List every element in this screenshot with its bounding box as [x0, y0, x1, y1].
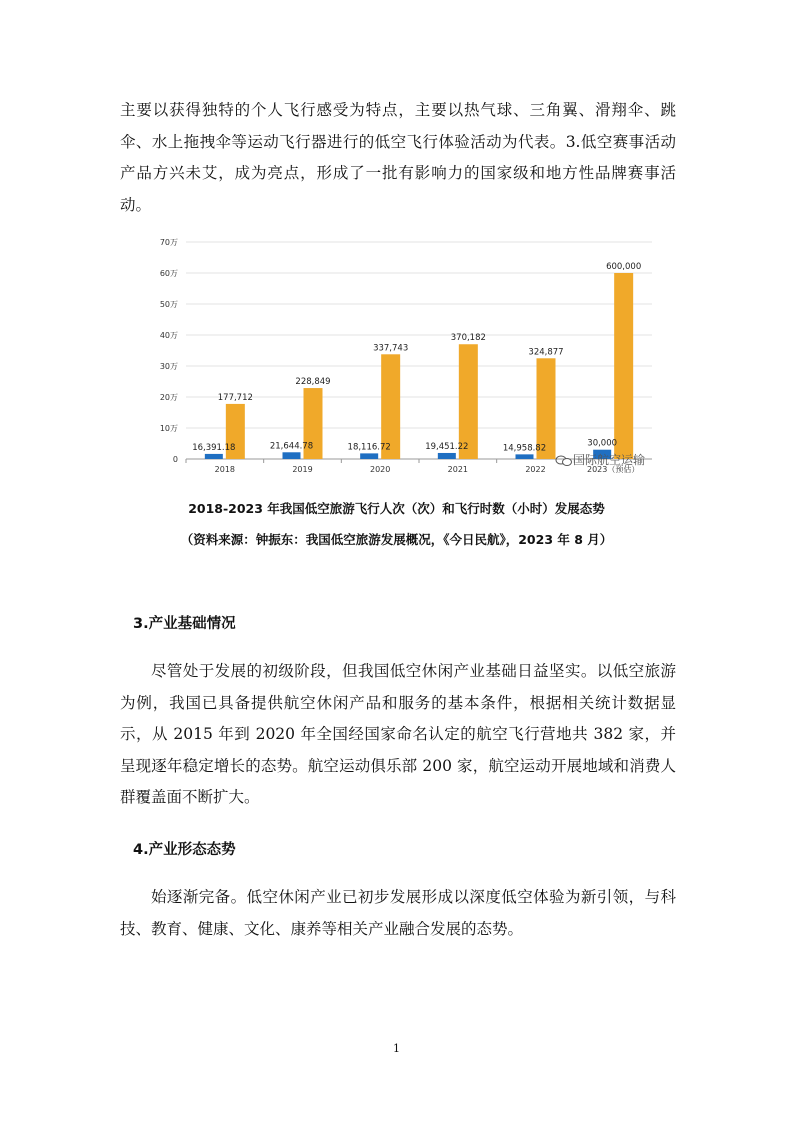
y-tick-label: 0 [172, 455, 178, 464]
data-label-flight-passengers: 177,712 [217, 392, 253, 403]
data-label-flight-passengers: 370,182 [450, 333, 486, 344]
bar-flight-hours [360, 453, 378, 459]
wechat-icon [556, 456, 572, 466]
bar-flight-hours [205, 454, 223, 459]
x-tick-label: 2018 [214, 465, 236, 474]
chart-gridlines [186, 242, 652, 459]
chart-watermark [556, 452, 645, 467]
x-tick-label: 2023（预估） [586, 465, 640, 474]
chart-caption-source: （资料来源：钟振东：我国低空旅游发展概况，《今日民航》，2023 年 8 月） [180, 532, 613, 547]
data-label-flight-hours: 30,000 [587, 438, 618, 449]
x-tick-label: 2019 [292, 465, 313, 474]
bar-flight-hours [283, 452, 301, 459]
x-tick-label: 2022 [525, 465, 546, 474]
section3-paragraph: 尽管处于发展的初级阶段，但我国低空休闲产业基础日益坚实。以低空旅游为例，我国已具备提供航空休闲产品和服务的基本条件，根据相关统计数据显示，从 2015 年到 2020 年全国经国家命名认定的航空飞行营地共 382 家，并呈现逐年稳定增长的态势。航空运动俱乐部 200 家，航空运动开展地域和消费人群覆盖面不断扩大。 [120, 662, 676, 806]
data-label-flight-passengers: 324,877 [528, 347, 564, 358]
section4-paragraph: 始逐渐完备。低空休闲产业已初步发展形成以深度低空体验为新引领，与科技、教育、健康、文化、康养等相关产业融合发展的态势。 [120, 888, 676, 938]
data-label-flight-passengers: 337,743 [373, 343, 409, 354]
y-tick-label: 50万 [159, 300, 178, 309]
x-tick-label: 2020 [369, 465, 391, 474]
flight-stats-chart [148, 230, 668, 480]
y-tick-label: 20万 [159, 393, 178, 402]
x-tick-label: 2021 [447, 465, 469, 474]
data-label-flight-passengers: 228,849 [295, 377, 331, 388]
data-label-flight-passengers: 600,000 [606, 262, 642, 272]
y-tick-label: 60万 [159, 269, 178, 278]
chart-data-labels [192, 262, 641, 453]
chart-caption-title: 2018-2023 年我国低空旅游飞行人次（次）和飞行时数（小时）发展态势 [188, 501, 605, 516]
intro-paragraph: 主要以获得独特的个人飞行感受为特点，主要以热气球、三角翼、滑翔伞、跳伞、水上拖拽伞等运动飞行器进行的低空飞行体验活动为代表。3.低空赛事活动产品方兴未艾，成为亮点，形成了一批有影响力的国家级和地方性品牌赛事活动。 [120, 101, 676, 214]
y-tick-label: 40万 [159, 331, 178, 340]
y-tick-label: 70万 [159, 238, 178, 247]
data-label-flight-hours: 16,391.18 [192, 442, 236, 453]
bar-flight-hours [516, 454, 534, 459]
data-label-flight-hours: 19,451.22 [425, 441, 469, 452]
data-label-flight-hours: 18,116.72 [347, 442, 391, 453]
bar-flight-hours [438, 453, 456, 459]
watermark-text: 国际航空运输 [573, 453, 646, 467]
section3-heading: 3.产业基础情况 [133, 616, 236, 632]
section4-heading: 4.产业形态态势 [133, 842, 236, 858]
data-label-flight-hours: 21,644.78 [269, 441, 314, 452]
y-tick-label: 30万 [159, 362, 178, 371]
data-label-flight-hours: 14,958.82 [502, 443, 547, 454]
y-tick-label: 10万 [159, 424, 178, 433]
chart-y-ticks [160, 238, 178, 464]
bar-flight-passengers [614, 273, 633, 459]
page-number: 1 [393, 1042, 400, 1055]
